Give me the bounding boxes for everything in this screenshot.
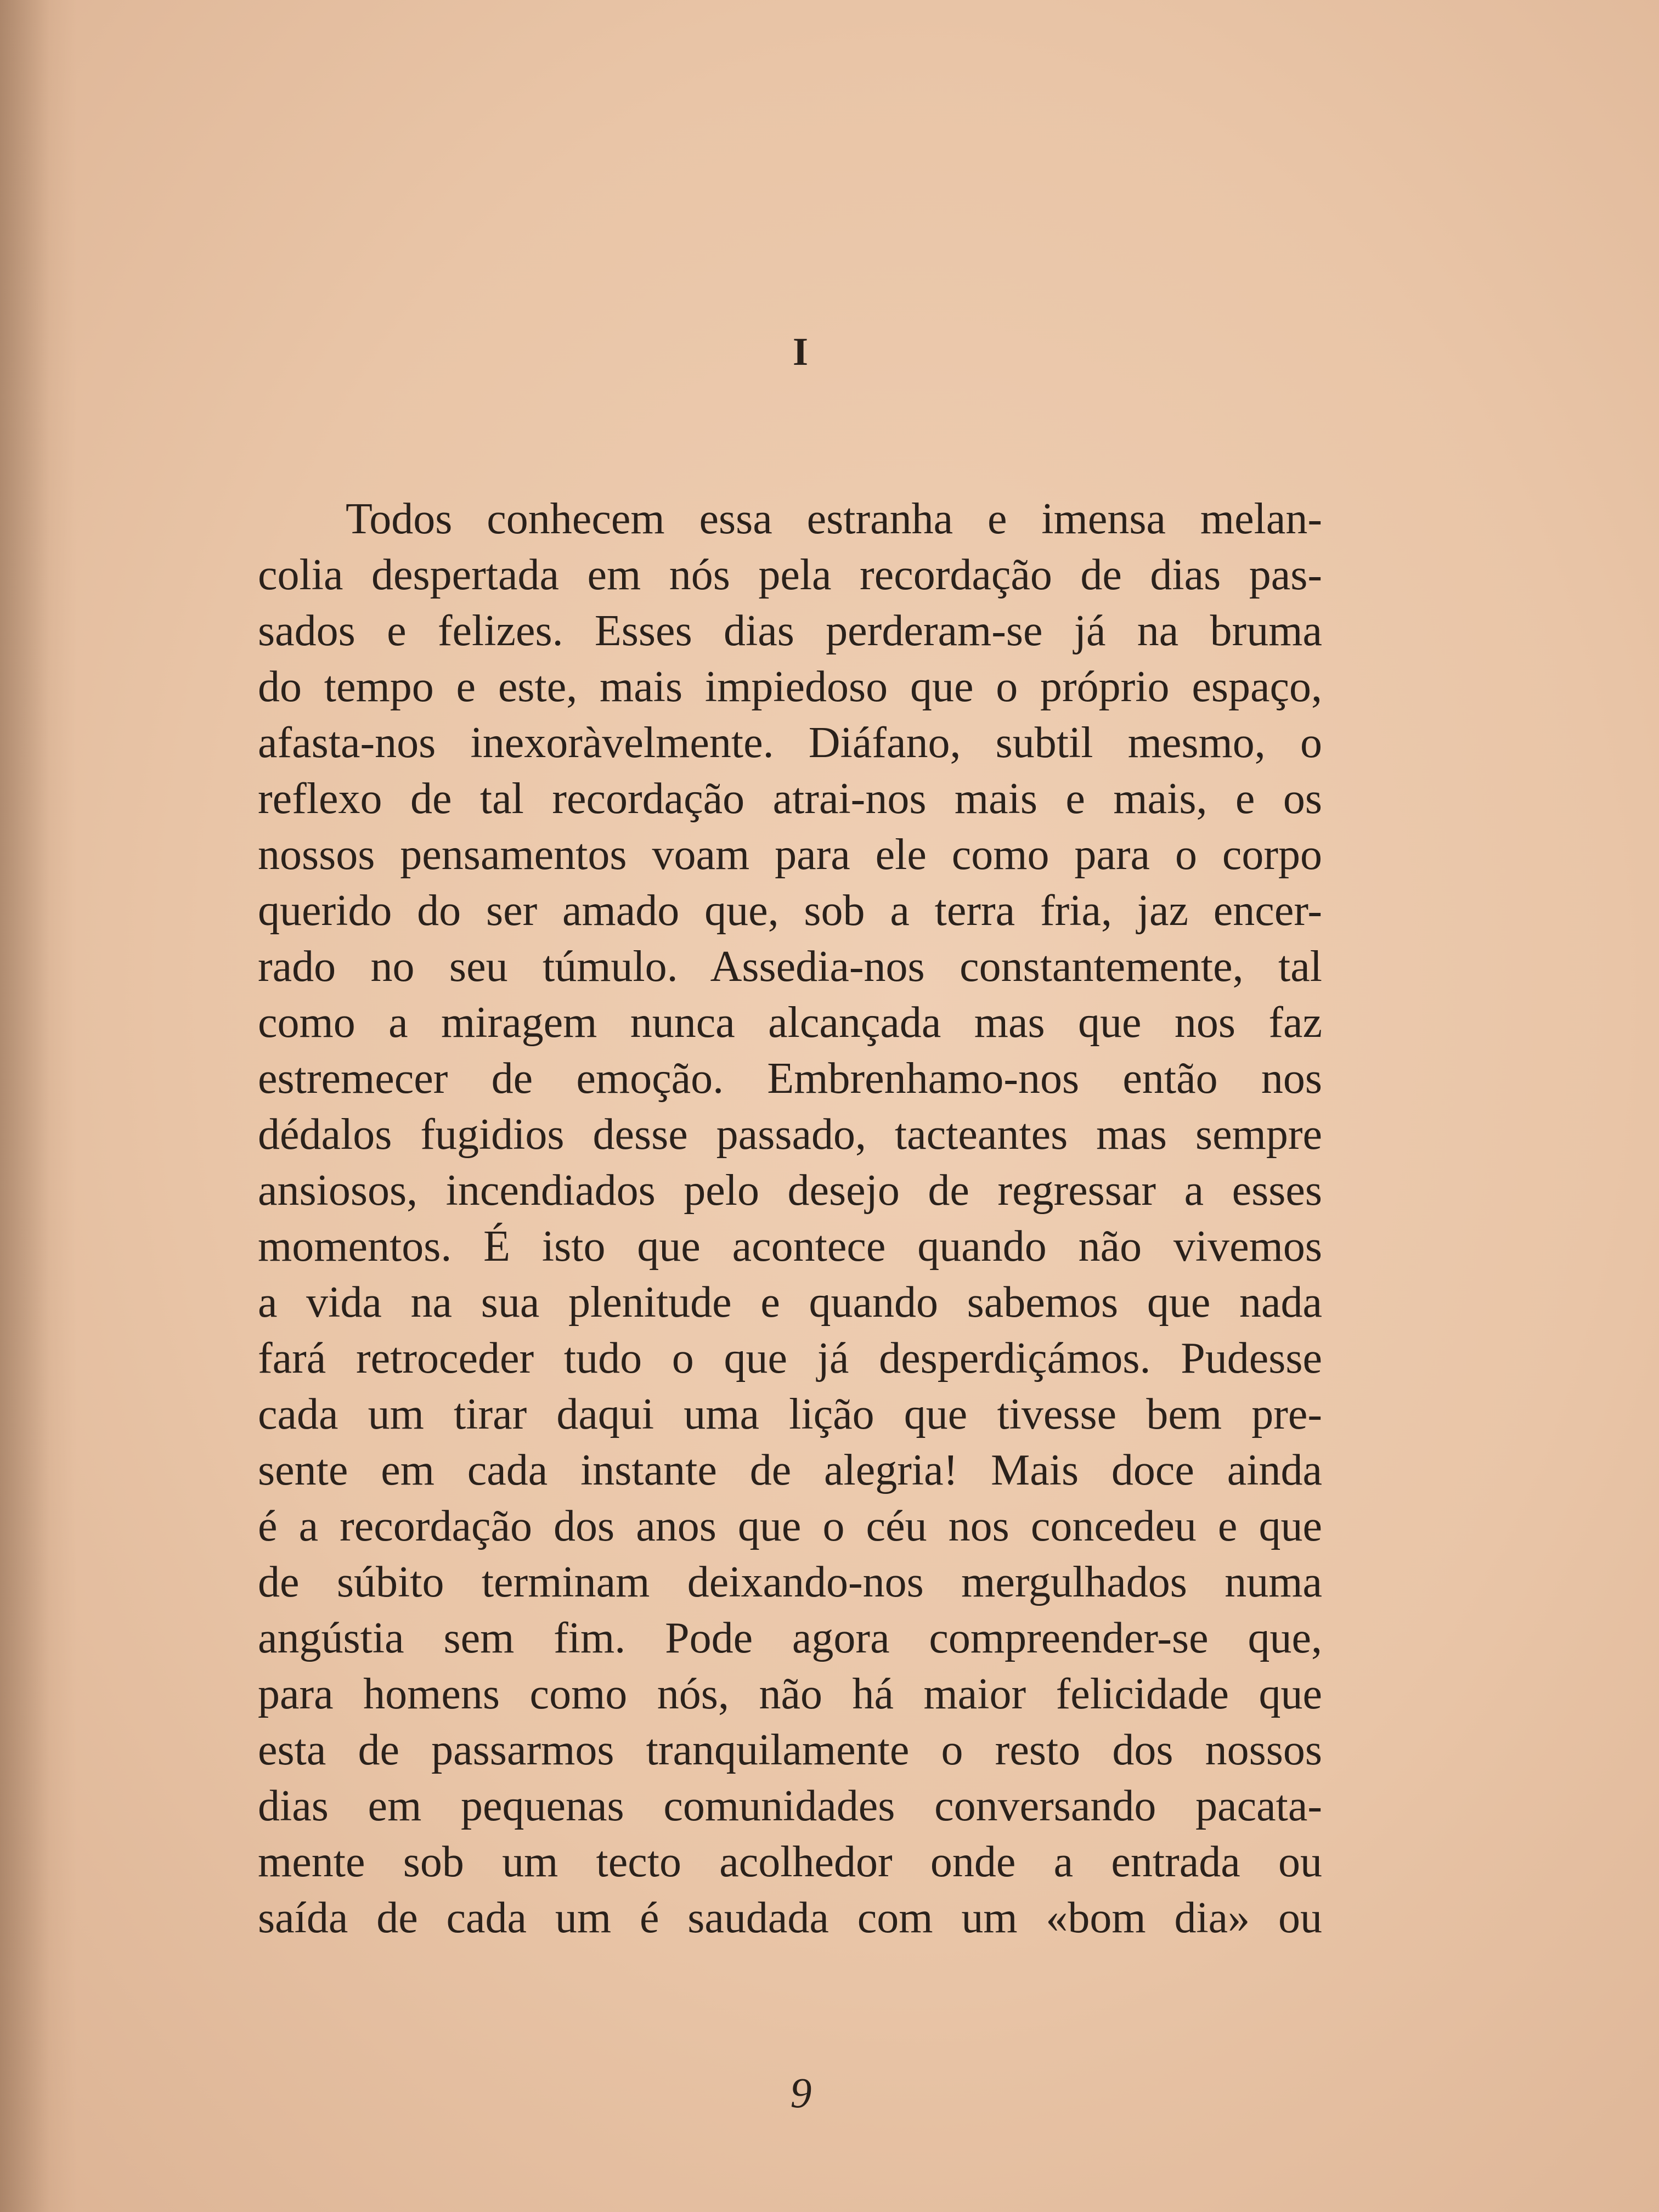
- text-line: colia despertada em nós pela recordação de dias pas-: [258, 551, 1322, 599]
- text-line: como a miragem nunca alcançada mas que nos faz: [258, 998, 1322, 1047]
- text-line: mente sob um tecto acolhedor onde a entrada ou: [258, 1838, 1322, 1886]
- text-line: dias em pequenas comunidades conversando pacata-: [258, 1782, 1322, 1830]
- text-line: angústia sem fim. Pode agora compreender-se que,: [258, 1614, 1322, 1662]
- text-line: a vida na sua plenitude e quando sabemos que nada: [258, 1278, 1322, 1327]
- text-line: estremecer de emoção. Embrenhamo-nos então nos: [258, 1054, 1322, 1103]
- text-line: afasta-nos inexoràvelmente. Diáfano, subtil mesmo, o: [258, 719, 1322, 767]
- text-line: rado no seu túmulo. Assedia-nos constantemente, tal: [258, 943, 1322, 991]
- text-line: fará retroceder tudo o que já desperdiçámos. Pudesse: [258, 1334, 1322, 1383]
- text-line: sente em cada instante de alegria! Mais doce ainda: [258, 1446, 1322, 1494]
- text-line: Todos conhecem essa estranha e imensa melan-: [346, 495, 1322, 543]
- text-line: reflexo de tal recordação atrai-nos mais e mais, e os: [258, 775, 1322, 823]
- page-number: 9: [790, 2069, 812, 2117]
- text-line: esta de passarmos tranquilamente o resto dos nossos: [258, 1726, 1322, 1774]
- text-line: ansiosos, incendiados pelo desejo de regressar a esses: [258, 1166, 1322, 1215]
- chapter-heading: I: [792, 330, 810, 374]
- text-line: nossos pensamentos voam para ele como para o corpo: [258, 831, 1322, 879]
- text-line: do tempo e este, mais impiedoso que o próprio espaço,: [258, 663, 1322, 711]
- text-line: querido do ser amado que, sob a terra fria, jaz encer-: [258, 887, 1322, 935]
- body-paragraph: [258, 491, 1322, 1946]
- text-line: de súbito terminam deixando-nos mergulhados numa: [258, 1558, 1322, 1606]
- text-line: cada um tirar daqui uma lição que tivesse bem pre-: [258, 1390, 1322, 1438]
- text-line: para homens como nós, não há maior felicidade que: [258, 1670, 1322, 1718]
- text-line: sados e felizes. Esses dias perderam-se já na bruma: [258, 607, 1322, 655]
- text-line: é a recordação dos anos que o céu nos concedeu e que: [258, 1502, 1322, 1550]
- text-line: dédalos fugidios desse passado, tacteantes mas sempre: [258, 1110, 1322, 1159]
- text-line: momentos. É isto que acontece quando não vivemos: [258, 1222, 1322, 1271]
- text-line: saída de cada um é saudada com um «bom dia» ou: [258, 1894, 1322, 1942]
